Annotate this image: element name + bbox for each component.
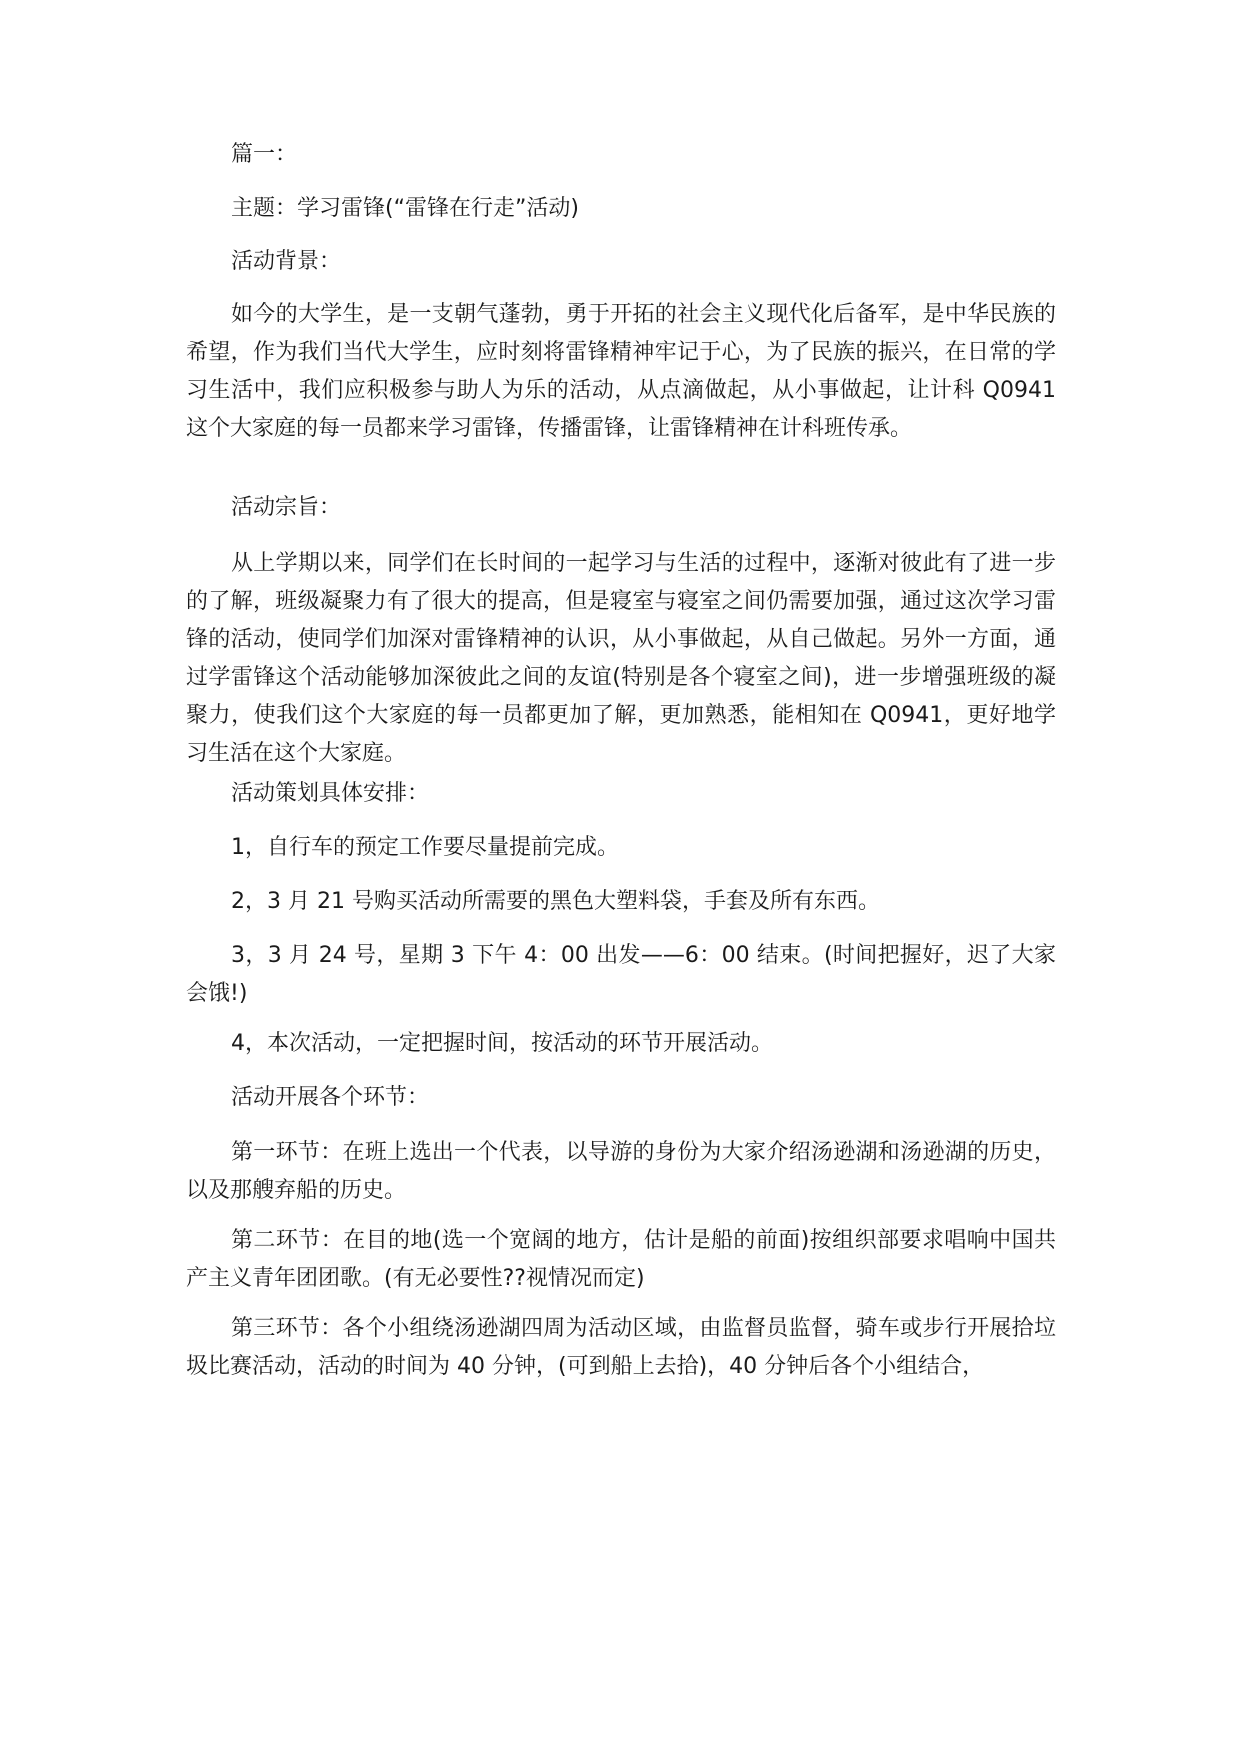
schedule-item: 2，3 月 21 号购买活动所需要的黑色大塑料袋，手套及所有东西。 [231,889,880,914]
stages-heading: 活动开展各个环节： [231,1085,430,1110]
schedule-heading: 活动策划具体安排： [231,781,430,806]
section-heading: 篇一： [231,142,298,167]
purpose-heading: 活动宗旨： [231,495,342,520]
purpose-paragraph: 从上学期以来，同学们在长时间的一起学习与生活的过程中，逐渐对彼此有了进一步的了解，班级凝聚力有了很大的提高，但是寝室与寝室之间仍需要加强，通过这次学习雷锋的活动，使同学们加深对雷锋精神的认识，从小事做起，从自己做起。另外一方面，通过学雷锋这个活动能够加深彼此之间的友谊(特别是各个寝室之间)，进一步增强班级的凝聚力，使我们这个大家庭的每一员都更加了解，更加熟悉，能相知在 Q0941，更好地学习生活在这个大家庭。 [186,551,1056,766]
schedule-item: 1，自行车的预定工作要尽量提前完成。 [231,835,619,860]
stage-paragraph: 第三环节：各个小组绕汤逊湖四周为活动区域，由监督员监督，骑车或步行开展拾垃圾比赛活动，活动的时间为 40 分钟，(可到船上去拾)，40 分钟后各个小组结合， [186,1316,1056,1379]
stage-paragraph: 第一环节：在班上选出一个代表，以导游的身份为大家介绍汤逊湖和汤逊湖的历史，以及那艘弃船的历史。 [186,1140,1056,1203]
schedule-item: 4，本次活动，一定把握时间，按活动的环节开展活动。 [231,1031,773,1056]
schedule-item: 3，3 月 24 号，星期 3 下午 4：00 出发——6：00 结束。(时间把握好，迟了大家会饿!) [186,943,1056,1006]
background-heading: 活动背景： [231,249,342,274]
background-paragraph: 如今的大学生，是一支朝气蓬勃，勇于开拓的社会主义现代化后备军，是中华民族的希望，作为我们当代大学生，应时刻将雷锋精神牢记于心，为了民族的振兴，在日常的学习生活中，我们应积极参与助人为乐的活动，从点滴做起，从小事做起，让计科 Q0941 这个大家庭的每一员都来学习雷锋，传播雷锋，让雷锋精神在计科班传承。 [186,302,1056,441]
stage-paragraph: 第二环节：在目的地(选一个宽阔的地方，估计是船的前面)按组织部要求唱响中国共产主义青年团团歌。(有无必要性??视情况而定) [186,1228,1056,1291]
topic-line: 主题：学习雷锋(“雷锋在行走”活动) [231,196,579,221]
